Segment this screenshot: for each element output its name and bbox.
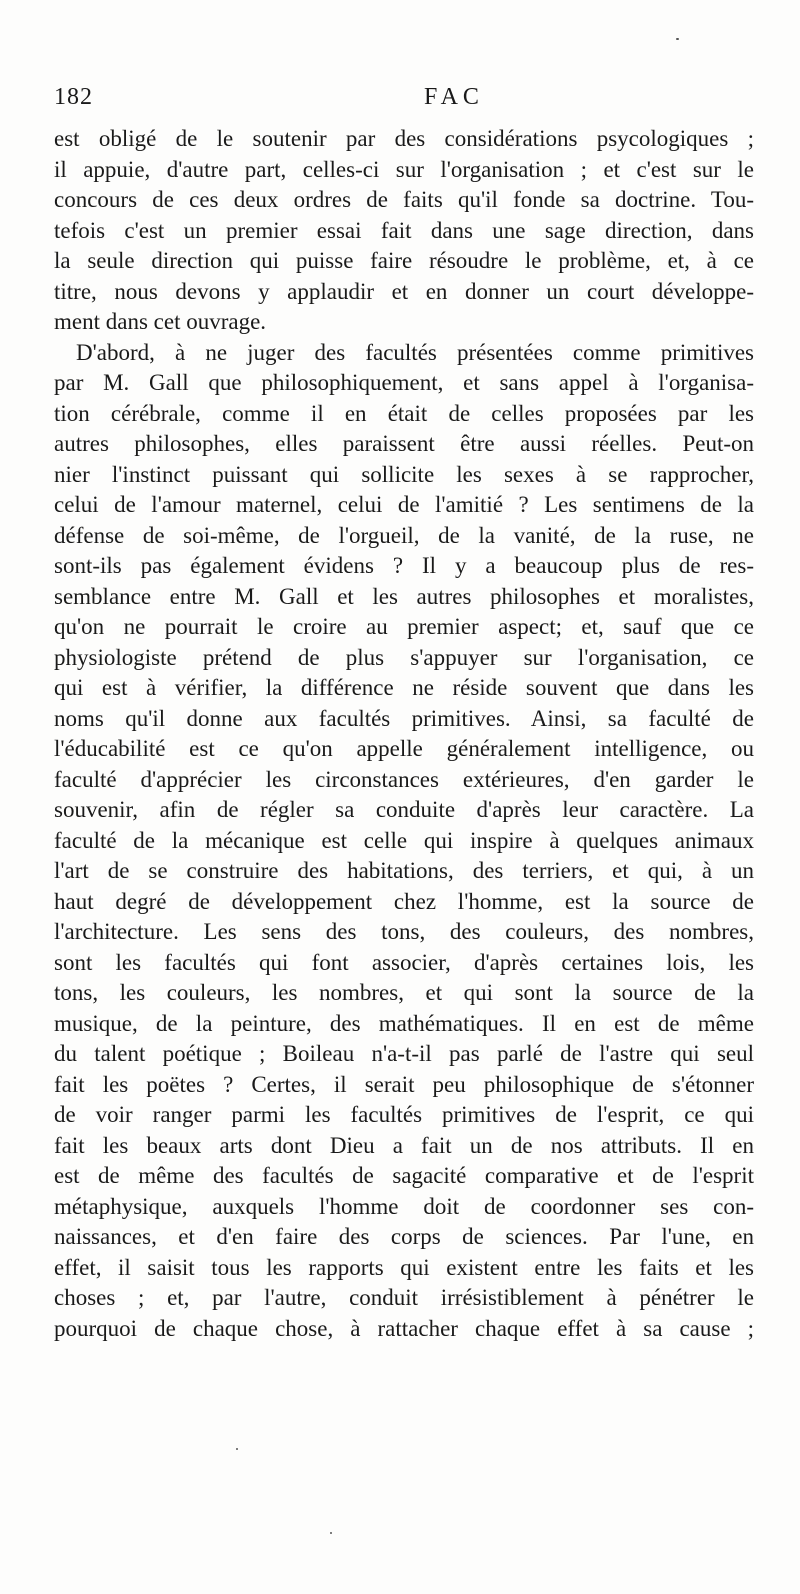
- text-line: sont-ils pas également évidens ? Il y a beaucoup plus de res-: [54, 553, 754, 578]
- text-line: tons, les couleurs, les nombres, et qui sont la source de la: [54, 980, 754, 1005]
- text-line: nier l'instinct puissant qui sollicite les sexes à se rapprocher,: [54, 461, 754, 487]
- text-line: titre, nous devons y applaudir et en donner un court développe-: [54, 278, 754, 304]
- text-line: celui de l'amour maternel, celui de l'amitié ? Les sentimens de la: [54, 492, 754, 517]
- text-line: sont les facultés qui font associer, d'après certaines lois, les: [54, 949, 754, 975]
- body-text: [54, 124, 754, 1344]
- text-line: souvenir, afin de régler sa conduite d'après leur caractère. La: [54, 797, 754, 822]
- page-number: 182: [54, 84, 93, 110]
- text-line: l'éducabilité est ce qu'on appelle généralement intelligence, ou: [54, 736, 754, 761]
- text-line: qu'on ne pourrait le croire au premier aspect; et, sauf que ce: [54, 614, 754, 639]
- text-line: semblance entre M. Gall et les autres philosophes et moralistes,: [54, 583, 754, 609]
- text-line: choses ; et, par l'autre, conduit irrésistiblement à pénétrer le: [54, 1285, 754, 1310]
- text-line: musique, de la peinture, des mathématiques. Il en est de même: [54, 1010, 754, 1036]
- text-line: faculté d'apprécier les circonstances extérieures, d'en garder le: [54, 766, 754, 792]
- text-line: effet, il saisit tous les rapports qui existent entre les faits et les: [54, 1254, 754, 1280]
- print-speck: [236, 1448, 238, 1450]
- print-speck: [330, 1532, 332, 1534]
- text-line: de voir ranger parmi les facultés primitives de l'esprit, ce qui: [54, 1102, 754, 1127]
- text-line: du talent poétique ; Boileau n'a-t-il pas parlé de l'astre qui seul: [54, 1041, 754, 1066]
- running-head: FAC: [424, 84, 484, 110]
- text-line: tefois c'est un premier essai fait dans une sage direction, dans: [54, 217, 754, 243]
- text-line: naissances, et d'en faire des corps de sciences. Par l'une, en: [54, 1224, 754, 1249]
- text-line: est obligé de le soutenir par des considérations psycologiques ;: [54, 126, 754, 151]
- text-line: autres philosophes, elles paraissent être aussi réelles. Peut-on: [54, 431, 754, 456]
- text-line: noms qu'il donne aux facultés primitives. Ainsi, sa faculté de: [54, 705, 754, 731]
- text-line: défense de soi-même, de l'orgueil, de la vanité, de la ruse, ne: [54, 522, 754, 548]
- text-line: la seule direction qui puisse faire résoudre le problème, et, à ce: [54, 248, 754, 273]
- paragraph-start-line: D'abord, à ne juger des facultés présentées comme primitives: [76, 339, 754, 365]
- print-speck: [676, 38, 679, 40]
- text-line: fait les beaux arts dont Dieu a fait un de nos attributs. Il en: [54, 1132, 754, 1158]
- text-line: métaphysique, auxquels l'homme doit de coordonner ses con-: [54, 1193, 754, 1219]
- text-line: pourquoi de chaque chose, à rattacher chaque effet à sa cause ;: [54, 1315, 754, 1341]
- text-line: tion cérébrale, comme il en était de celles proposées par les: [54, 400, 754, 426]
- text-line: il appuie, d'autre part, celles-ci sur l'organisation ; et c'est sur le: [54, 156, 754, 182]
- text-line: qui est à vérifier, la différence ne réside souvent que dans les: [54, 675, 754, 700]
- text-line: fait les poëtes ? Certes, il serait peu philosophique de s'étonner: [54, 1071, 754, 1097]
- text-line: physiologiste prétend de plus s'appuyer sur l'organisation, ce: [54, 644, 754, 670]
- text-line: ment dans cet ouvrage.: [54, 309, 267, 334]
- text-line: concours de ces deux ordres de faits qu'il fonde sa doctrine. Tou-: [54, 187, 754, 212]
- text-line: l'architecture. Les sens des tons, des couleurs, des nombres,: [54, 919, 754, 944]
- text-line: par M. Gall que philosophiquement, et sans appel à l'organisa-: [54, 370, 754, 395]
- page-header: [50, 84, 750, 118]
- text-line: faculté de la mécanique est celle qui inspire à quelques animaux: [54, 827, 754, 853]
- text-line: est de même des facultés de sagacité comparative et de l'esprit: [54, 1163, 754, 1188]
- text-line: haut degré de développement chez l'homme, est la source de: [54, 888, 754, 914]
- text-line: l'art de se construire des habitations, des terriers, et qui, à un: [54, 858, 754, 883]
